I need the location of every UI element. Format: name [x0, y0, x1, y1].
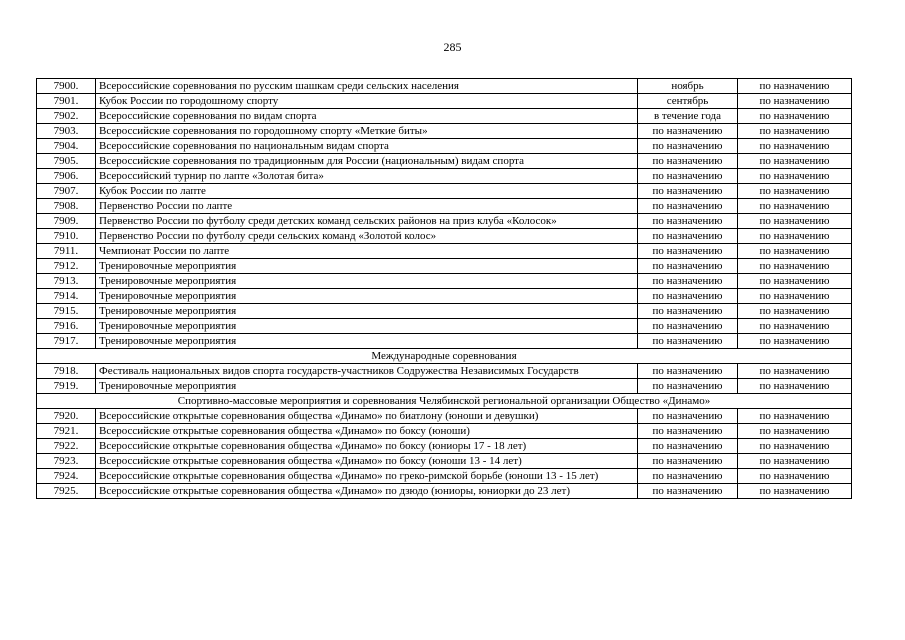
event-name: Всероссийские открытые соревнования общества «Динамо» по биатлону (юноши и девушки) [96, 409, 638, 424]
row-number: 7901. [37, 94, 96, 109]
event-name: Всероссийские открытые соревнования общества «Динамо» по боксу (юниоры 17 - 18 лет) [96, 439, 638, 454]
table-row [37, 424, 852, 439]
event-place: по назначению [738, 109, 852, 124]
event-date: по назначению [638, 364, 738, 379]
table-row [37, 139, 852, 154]
row-number: 7919. [37, 379, 96, 394]
table-row [37, 379, 852, 394]
event-date: по назначению [638, 199, 738, 214]
event-place: по назначению [738, 274, 852, 289]
table-row [37, 454, 852, 469]
event-name: Всероссийские открытые соревнования общества «Динамо» по боксу (юноши) [96, 424, 638, 439]
event-date: по назначению [638, 214, 738, 229]
event-date: в течение года [638, 109, 738, 124]
event-date: по назначению [638, 289, 738, 304]
row-number: 7913. [37, 274, 96, 289]
event-place: по назначению [738, 184, 852, 199]
event-place: по назначению [738, 124, 852, 139]
event-name: Всероссийские соревнования по национальным видам спорта [96, 139, 638, 154]
table-row [37, 304, 852, 319]
event-date: по назначению [638, 124, 738, 139]
event-name: Фестиваль национальных видов спорта государств-участников Содружества Независимых Государств [96, 364, 638, 379]
event-date: по назначению [638, 184, 738, 199]
event-date: по назначению [638, 454, 738, 469]
section-title: Международные соревнования [37, 349, 852, 364]
section-header-row [37, 349, 852, 364]
table-row [37, 94, 852, 109]
event-date: сентябрь [638, 94, 738, 109]
event-place: по назначению [738, 454, 852, 469]
event-place: по назначению [738, 424, 852, 439]
events-table-body [37, 79, 852, 499]
events-table [36, 78, 852, 499]
row-number: 7924. [37, 469, 96, 484]
event-date: по назначению [638, 379, 738, 394]
event-place: по назначению [738, 259, 852, 274]
row-number: 7911. [37, 244, 96, 259]
event-name: Первенство России по лапте [96, 199, 638, 214]
event-place: по назначению [738, 364, 852, 379]
row-number: 7912. [37, 259, 96, 274]
page-number: 285 [443, 40, 462, 54]
event-place: по назначению [738, 214, 852, 229]
table-row [37, 319, 852, 334]
table-row [37, 184, 852, 199]
event-date: по назначению [638, 244, 738, 259]
event-place: по назначению [738, 154, 852, 169]
event-name: Тренировочные мероприятия [96, 319, 638, 334]
table-row [37, 229, 852, 244]
event-place: по назначению [738, 229, 852, 244]
event-name: Всероссийские открытые соревнования общества «Динамо» по дзюдо (юниоры, юниорки до 23 лет) [96, 484, 638, 499]
event-place: по назначению [738, 439, 852, 454]
table-row [37, 274, 852, 289]
row-number: 7915. [37, 304, 96, 319]
event-name: Тренировочные мероприятия [96, 289, 638, 304]
table-row [37, 259, 852, 274]
event-name: Чемпионат России по лапте [96, 244, 638, 259]
event-date: по назначению [638, 169, 738, 184]
row-number: 7918. [37, 364, 96, 379]
event-date: по назначению [638, 334, 738, 349]
row-number: 7910. [37, 229, 96, 244]
event-date: по назначению [638, 259, 738, 274]
event-place: по назначению [738, 334, 852, 349]
event-place: по назначению [738, 289, 852, 304]
row-number: 7916. [37, 319, 96, 334]
event-name: Тренировочные мероприятия [96, 304, 638, 319]
row-number: 7905. [37, 154, 96, 169]
table-row [37, 124, 852, 139]
event-date: по назначению [638, 484, 738, 499]
event-place: по назначению [738, 244, 852, 259]
event-name: Тренировочные мероприятия [96, 379, 638, 394]
row-number: 7921. [37, 424, 96, 439]
event-place: по назначению [738, 304, 852, 319]
event-name: Кубок России по городошному спорту [96, 94, 638, 109]
event-date: по назначению [638, 139, 738, 154]
row-number: 7923. [37, 454, 96, 469]
event-place: по назначению [738, 79, 852, 94]
event-place: по назначению [738, 469, 852, 484]
table-row [37, 334, 852, 349]
event-date: по назначению [638, 469, 738, 484]
row-number: 7922. [37, 439, 96, 454]
table-row [37, 169, 852, 184]
row-number: 7906. [37, 169, 96, 184]
row-number: 7908. [37, 199, 96, 214]
event-date: по назначению [638, 409, 738, 424]
event-place: по назначению [738, 379, 852, 394]
event-name: Всероссийские соревнования по традиционным для России (национальным) видам спорта [96, 154, 638, 169]
event-place: по назначению [738, 94, 852, 109]
event-date: по назначению [638, 229, 738, 244]
table-row [37, 244, 852, 259]
event-name: Всероссийские соревнования по видам спорта [96, 109, 638, 124]
row-number: 7914. [37, 289, 96, 304]
table-row [37, 109, 852, 124]
row-number: 7925. [37, 484, 96, 499]
event-name: Первенство России по футболу среди сельских команд «Золотой колос» [96, 229, 638, 244]
table-row [37, 364, 852, 379]
row-number: 7920. [37, 409, 96, 424]
section-title: Спортивно-массовые мероприятия и соревнования Челябинской региональной организации Общество «Динамо» [37, 394, 852, 409]
table-row [37, 154, 852, 169]
event-date: по назначению [638, 319, 738, 334]
row-number: 7903. [37, 124, 96, 139]
event-name: Всероссийские соревнования по русским шашкам среди сельских населения [96, 79, 638, 94]
event-name: Всероссийский турнир по лапте «Золотая бита» [96, 169, 638, 184]
table-row [37, 79, 852, 94]
row-number: 7917. [37, 334, 96, 349]
event-name: Всероссийские открытые соревнования общества «Динамо» по боксу (юноши 13 - 14 лет) [96, 454, 638, 469]
event-name: Всероссийские открытые соревнования общества «Динамо» по греко-римской борьбе (юноши 13 - 15 лет) [96, 469, 638, 484]
event-place: по назначению [738, 169, 852, 184]
event-place: по назначению [738, 319, 852, 334]
event-date: по назначению [638, 304, 738, 319]
table-row [37, 469, 852, 484]
event-name: Тренировочные мероприятия [96, 274, 638, 289]
event-place: по назначению [738, 484, 852, 499]
event-name: Первенство России по футболу среди детских команд сельских районов на приз клуба «Колосок» [96, 214, 638, 229]
table-row [37, 409, 852, 424]
table-row [37, 439, 852, 454]
row-number: 7900. [37, 79, 96, 94]
event-name: Всероссийские соревнования по городошному спорту «Меткие биты» [96, 124, 638, 139]
event-name: Тренировочные мероприятия [96, 259, 638, 274]
event-date: по назначению [638, 439, 738, 454]
event-date: ноябрь [638, 79, 738, 94]
table-row [37, 484, 852, 499]
event-place: по назначению [738, 199, 852, 214]
event-name: Кубок России по лапте [96, 184, 638, 199]
row-number: 7907. [37, 184, 96, 199]
row-number: 7904. [37, 139, 96, 154]
event-date: по назначению [638, 424, 738, 439]
section-header-row [37, 394, 852, 409]
event-date: по назначению [638, 274, 738, 289]
table-row [37, 289, 852, 304]
event-date: по назначению [638, 154, 738, 169]
event-place: по назначению [738, 139, 852, 154]
event-name: Тренировочные мероприятия [96, 334, 638, 349]
table-row [37, 214, 852, 229]
table-row [37, 199, 852, 214]
row-number: 7909. [37, 214, 96, 229]
event-place: по назначению [738, 409, 852, 424]
row-number: 7902. [37, 109, 96, 124]
